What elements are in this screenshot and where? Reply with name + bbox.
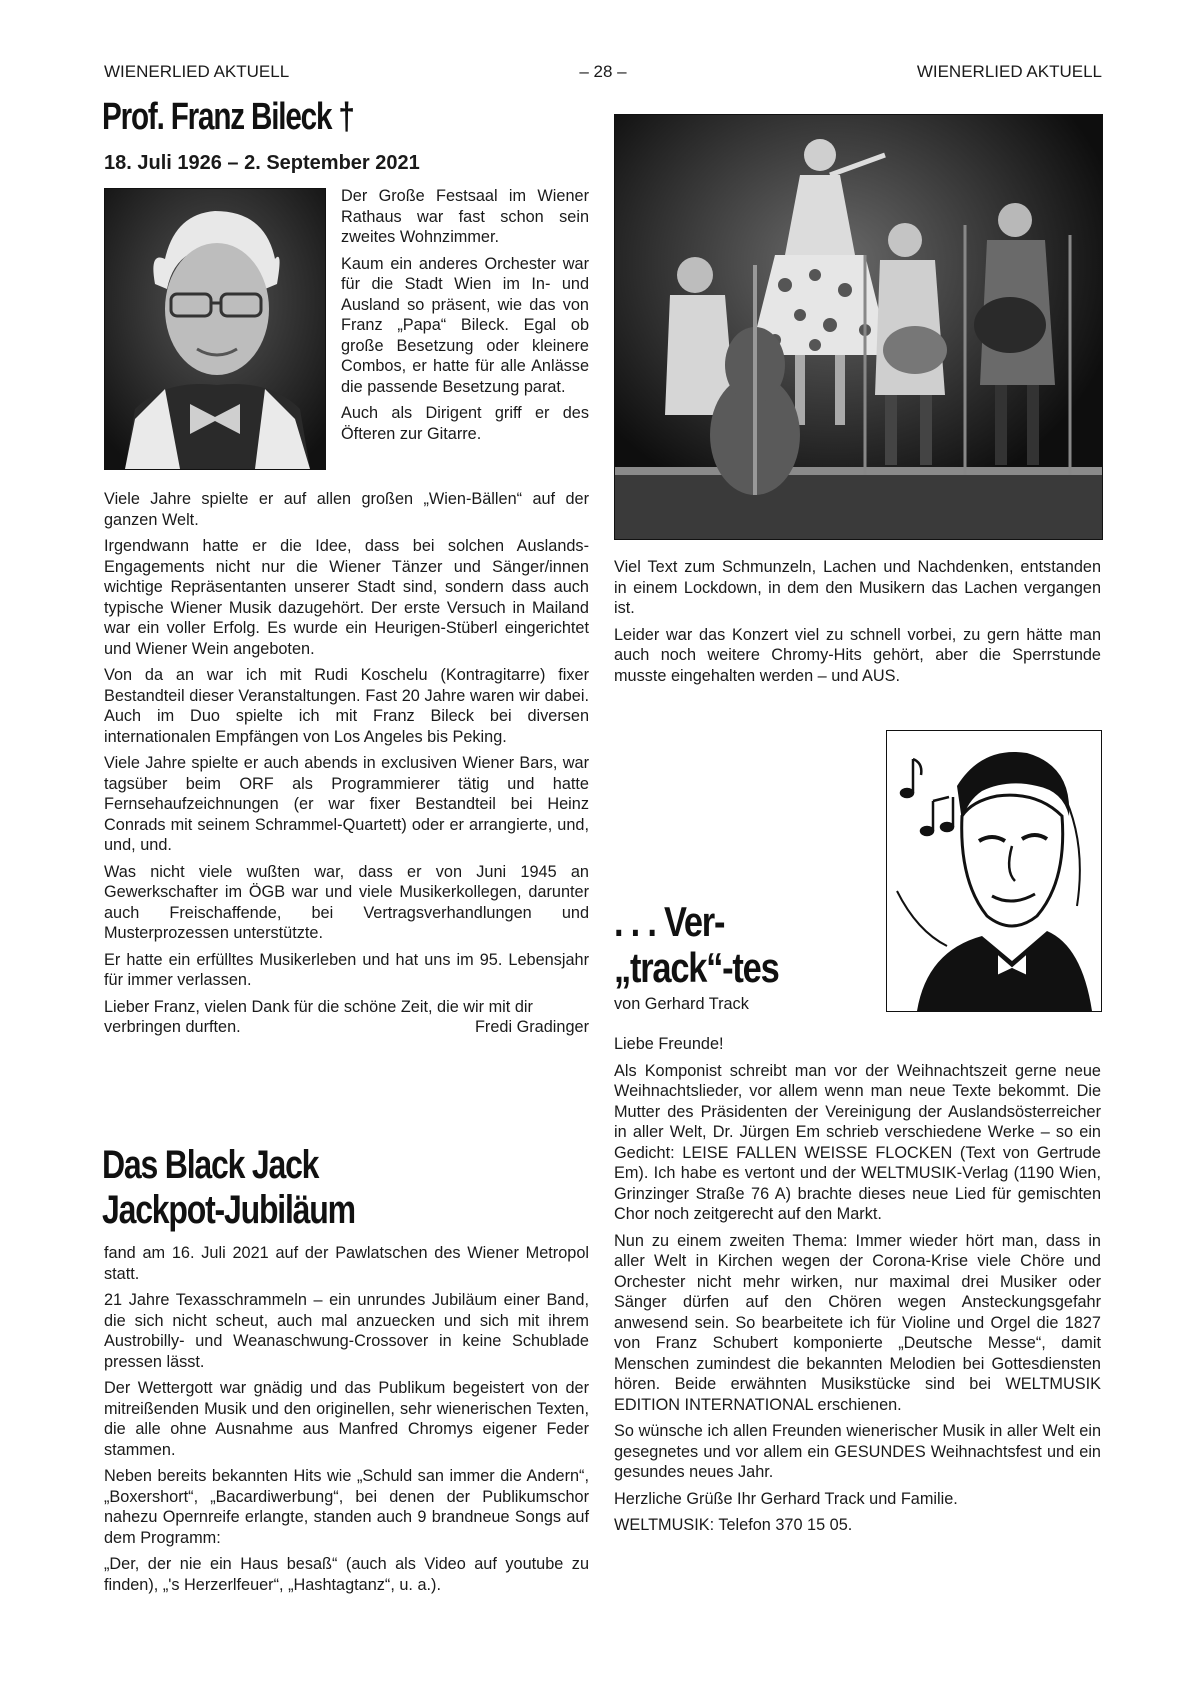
paragraph: Viele Jahre spielte er auch abends in exclusiven Wiener Bars, war tagsüber beim ORF als Programmierer tätig und hatte Fernsehaufzeichnungen (er war fixer Bestandteil bei Heinz Conrads mit seinem Schrammel-Quartett) oder er arrangierte, und, und, und. xyxy=(104,754,589,854)
blackjack-title-line1: Das Black Jack xyxy=(102,1143,319,1187)
portrait-illustration xyxy=(105,189,325,469)
contact: WELTMUSIK: Telefon 370 15 05. xyxy=(614,1516,853,1534)
header-left: WIENERLIED AKTUELL xyxy=(104,62,290,81)
bileck-title: Prof. Franz Bileck † xyxy=(102,96,354,138)
paragraph: Viele Jahre spielte er auf allen großen „Wien-Bällen“ auf der ganzen Welt. xyxy=(104,490,589,529)
bileck-beside-photo xyxy=(341,186,589,450)
blackjack-continued xyxy=(614,557,1101,692)
paragraph: So wünsche ich allen Freunden wienerischer Musik in aller Welt ein gesegnetes und vor allem ein GESUNDES Weihnachtsfest und ein gesundes neues Jahr. xyxy=(614,1422,1101,1481)
closing xyxy=(104,997,589,1038)
paragraph: Der Wettergott war gnädig und das Publikum begeistert von der mitreißenden Musik und den originellen, sehr wienerischen Texten, die alle ohne Ausnahme aus Manfred Chromys eigener Feder stammen. xyxy=(104,1379,589,1459)
track-byline: von Gerhard Track xyxy=(614,995,749,1013)
track-title-line2: „track“-tes xyxy=(614,944,779,991)
blackjack-body xyxy=(104,1243,589,1601)
band-illustration xyxy=(615,115,1102,539)
paragraph: Von da an war ich mit Rudi Koschelu (Kontragitarre) fixer Bestandteil dieser Veranstaltungen. Fast 20 Jahre waren wir dabei. Auch im Duo spielte ich mit Franz Bileck bei diversen internationalen Empfängen von Los Angeles bis Peking. xyxy=(104,666,589,746)
track-body xyxy=(614,1034,1101,1542)
paragraph: 21 Jahre Texasschrammeln – ein unrundes Jubiläum einer Band, die sich nicht scheut, auch mal anzuecken und sich mit ihrem Austrobilly- und Weanaschwung-Crossover in keine Schublade pressen lässt. xyxy=(104,1291,589,1371)
bileck-portrait-photo xyxy=(104,188,326,470)
paragraph: Nun zu einem zweiten Thema: Immer wieder hört man, dass in aller Welt in Kirchen wegen der Corona-Krise viele Chöre und Orchester nicht mehr wirken, nur maximal drei Musiker oder Sänger dürfen auf den Chören wegen Ansteckungsgefahr anwesend sein. So bearbeitete ich für Violine und Orgel die 1827 von Franz Schubert komponierte „Deutsche Messe“, damit Menschen zumindest die bekannten Melodien bei Gottesdiensten hören. Beide erwähnten Musikstücke sind bei WELTMUSIK EDITION INTERNATIONAL erschienen. xyxy=(614,1231,1101,1414)
paragraph: Kaum ein anderes Orchester war für die Stadt Wien im In- und Ausland so präsent, wie das von Franz „Papa“ Bileck. Egal ob große Besetzung oder kleinere Combos, er hatte für alle Anlässe die passende Besetzung parat. xyxy=(341,254,589,396)
paragraph: Leider war das Konzert viel zu schnell vorbei, zu gern hätte man auch noch weitere Chromy-Hits gehört, aber die Sperrstunde musste eingehalten werden – und AUS. xyxy=(614,625,1101,685)
paragraph: Irgendwann hatte er die Idee, dass bei solchen Auslands-Engagements nicht nur die Wiener Tänzer und Sänger/innen wichtige Repräsentanten unserer Stadt sind, sondern dass auch typische Wiener Musik dazugehört. Der erste Versuch in Mailand war ein voller Erfolg. Es wurde ein Heurigen-Stüberl eingerichtet und Wiener Wein angeboten. xyxy=(104,537,589,658)
track-caricature xyxy=(886,730,1102,1012)
greeting: Liebe Freunde! xyxy=(614,1035,724,1053)
closing-text: Lieber Franz, vielen Dank für die schöne Zeit, die wir mit dir verbringen durften. xyxy=(104,997,533,1036)
paragraph: „Der, der nie ein Haus besaß“ (auch als Video auf youtube zu finden), „'s Herzerlfeuer“, „Hashtagtanz“, u. a.). xyxy=(104,1555,589,1594)
blackjack-title-line2: Jackpot-Jubiläum xyxy=(102,1188,355,1232)
signature: Herzliche Grüße Ihr Gerhard Track und Familie. xyxy=(614,1489,958,1508)
paragraph: Als Komponist schreibt man vor der Weihnachtszeit gerne neue Weihnachtslieder, vor allem wenn man neue Texte bekommt. Die Mutter des Präsidenten der Vereinigung der Auslandsösterreicher in aller Welt, Dr. Jürgen Em schrieb verschiedene Werke – so ein Gedicht: LEISE FALLEN WEISSE FLOCKEN (Text von Gertrude Em). Ich habe es vertont und der WELTMUSIK-Verlag (1190 Wien, Grinzinger Straße 76 A) brachte dieses neue Lied für gemischten Chor noch zeitgerecht auf den Markt. xyxy=(614,1061,1101,1223)
caricature-illustration xyxy=(887,731,1101,1011)
paragraph: fand am 16. Juli 2021 auf der Pawlatschen des Wiener Metropol statt. xyxy=(104,1244,589,1283)
paragraph: Auch als Dirigent griff er des Öfteren zur Gitarre. xyxy=(341,404,589,443)
page-number: – 28 – xyxy=(579,62,627,81)
bileck-body xyxy=(104,489,589,1044)
paragraph: Neben bereits bekannten Hits wie „Schuld san immer die Andern“, „Boxershort“, „Bacardiwerbung“, bei denen der Publikumschor nahezu Opernreife erlangte, standen auch 9 brandneue Songs auf dem Programm: xyxy=(104,1467,589,1547)
paragraph: Was nicht viele wußten war, dass er von Juni 1945 an Gewerkschafter im ÖGB war und viele Musikerkollegen, darunter auch Freischaffende, bei Vertragsverhandlungen und Musterprozessen unterstützte. xyxy=(104,862,589,942)
paragraph: Der Große Festsaal im Wiener Rathaus war fast schon sein zweites Wohnzimmer. xyxy=(341,187,589,246)
paragraph: Er hatte ein erfülltes Musikerleben und hat uns im 95. Lebensjahr für immer verlassen. xyxy=(104,950,589,989)
track-title-line1: . . . Ver- xyxy=(614,898,725,945)
band-concert-photo xyxy=(614,114,1103,540)
page-header xyxy=(104,62,1102,86)
paragraph: Viel Text zum Schmunzeln, Lachen und Nachdenken, entstanden in einem Lockdown, in dem den Musikern das Lachen vergangen ist. xyxy=(614,558,1101,617)
author: Fredi Gradinger xyxy=(474,1018,589,1036)
header-right: WIENERLIED AKTUELL xyxy=(916,62,1102,81)
bileck-dates: 18. Juli 1926 – 2. September 2021 xyxy=(104,152,420,174)
